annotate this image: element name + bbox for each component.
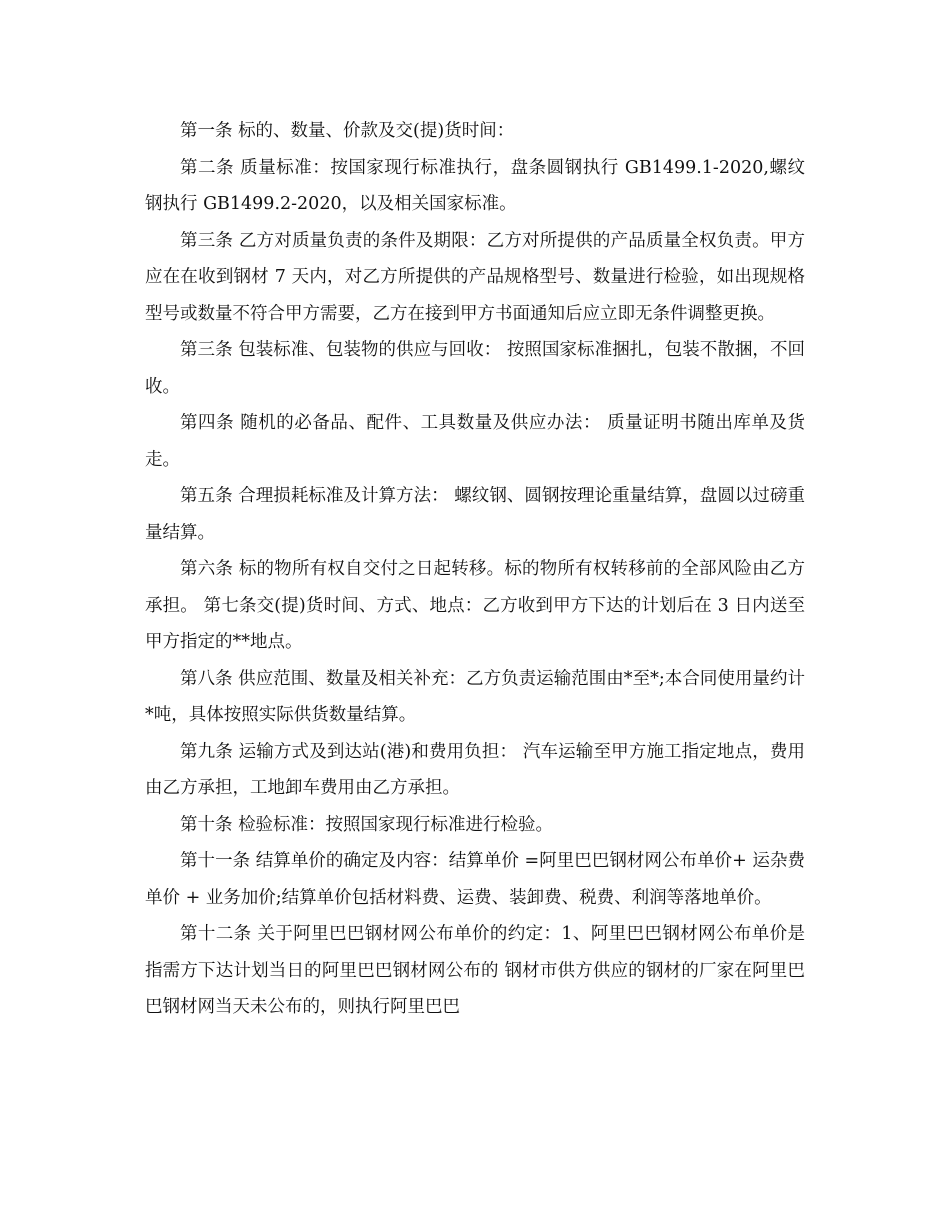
article-11-paragraph: 第十一条 结算单价的确定及内容：结算单价 =阿里巴巴钢材网公布单价+ 运杂费单价 + 业务加价;结算单价包括材料费、运费、装卸费、税费、利润等落地单价。 bbox=[145, 851, 805, 908]
article-5-paragraph: 第五条 合理损耗标准及计算方法： 螺纹钢、圆钢按理论重量结算，盘圆以过磅重量结算。 bbox=[145, 486, 805, 543]
article-4-paragraph: 第四条 随机的必备品、配件、工具数量及供应办法： 质量证明书随出库单及货走。 bbox=[145, 413, 805, 470]
article-8-paragraph: 第八条 供应范围、数量及相关补充：乙方负责运输范围由*至*;本合同使用量约计*吨，具体按照实际供货数量结算。 bbox=[145, 668, 805, 725]
article-1-paragraph: 第一条 标的、数量、价款及交(提)货时间： bbox=[180, 121, 515, 141]
document-body bbox=[145, 113, 805, 1026]
article-12-paragraph: 第十二条 关于阿里巴巴钢材网公布单价的约定：1、阿里巴巴钢材网公布单价是指需方下达计划当日的阿里巴巴钢材网公布的 钢材市供方供应的钢材的厂家在阿里巴巴钢材网当天未公布的，则执行阿里巴巴 bbox=[145, 924, 805, 1017]
article-10-paragraph: 第十条 检验标准：按照国家现行标准进行检验。 bbox=[180, 814, 554, 835]
article-6-7-paragraph: 第六条 标的物所有权自交付之日起转移。标的物所有权转移前的全部风险由乙方承担。 第七条交(提)货时间、方式、地点：乙方收到甲方下达的计划后在 3 日内送至甲方指定的**地点。 bbox=[145, 559, 805, 652]
article-2-paragraph: 第二条 质量标准：按国家现行标准执行，盘条圆钢执行 GB1499.1-2020,螺纹钢执行 GB1499.2-2020，以及相关国家标准。 bbox=[145, 157, 805, 214]
article-3-packaging-paragraph: 第三条 包装标准、包装物的供应与回收： 按照国家标准捆扎，包装不散捆，不回收。 bbox=[145, 340, 805, 397]
article-3-quality-paragraph: 第三条 乙方对质量负责的条件及期限：乙方对所提供的产品质量全权负责。甲方应在在收到钢材 7 天内，对乙方所提供的产品规格型号、数量进行检验，如出现规格型号或数量不符合甲方需要，乙方在接到甲方书面通知后应立即无条件调整更换。 bbox=[145, 230, 805, 324]
article-9-paragraph: 第九条 运输方式及到达站(港)和费用负担： 汽车运输至甲方施工指定地点，费用由乙方承担，工地卸车费用由乙方承担。 bbox=[145, 741, 805, 798]
